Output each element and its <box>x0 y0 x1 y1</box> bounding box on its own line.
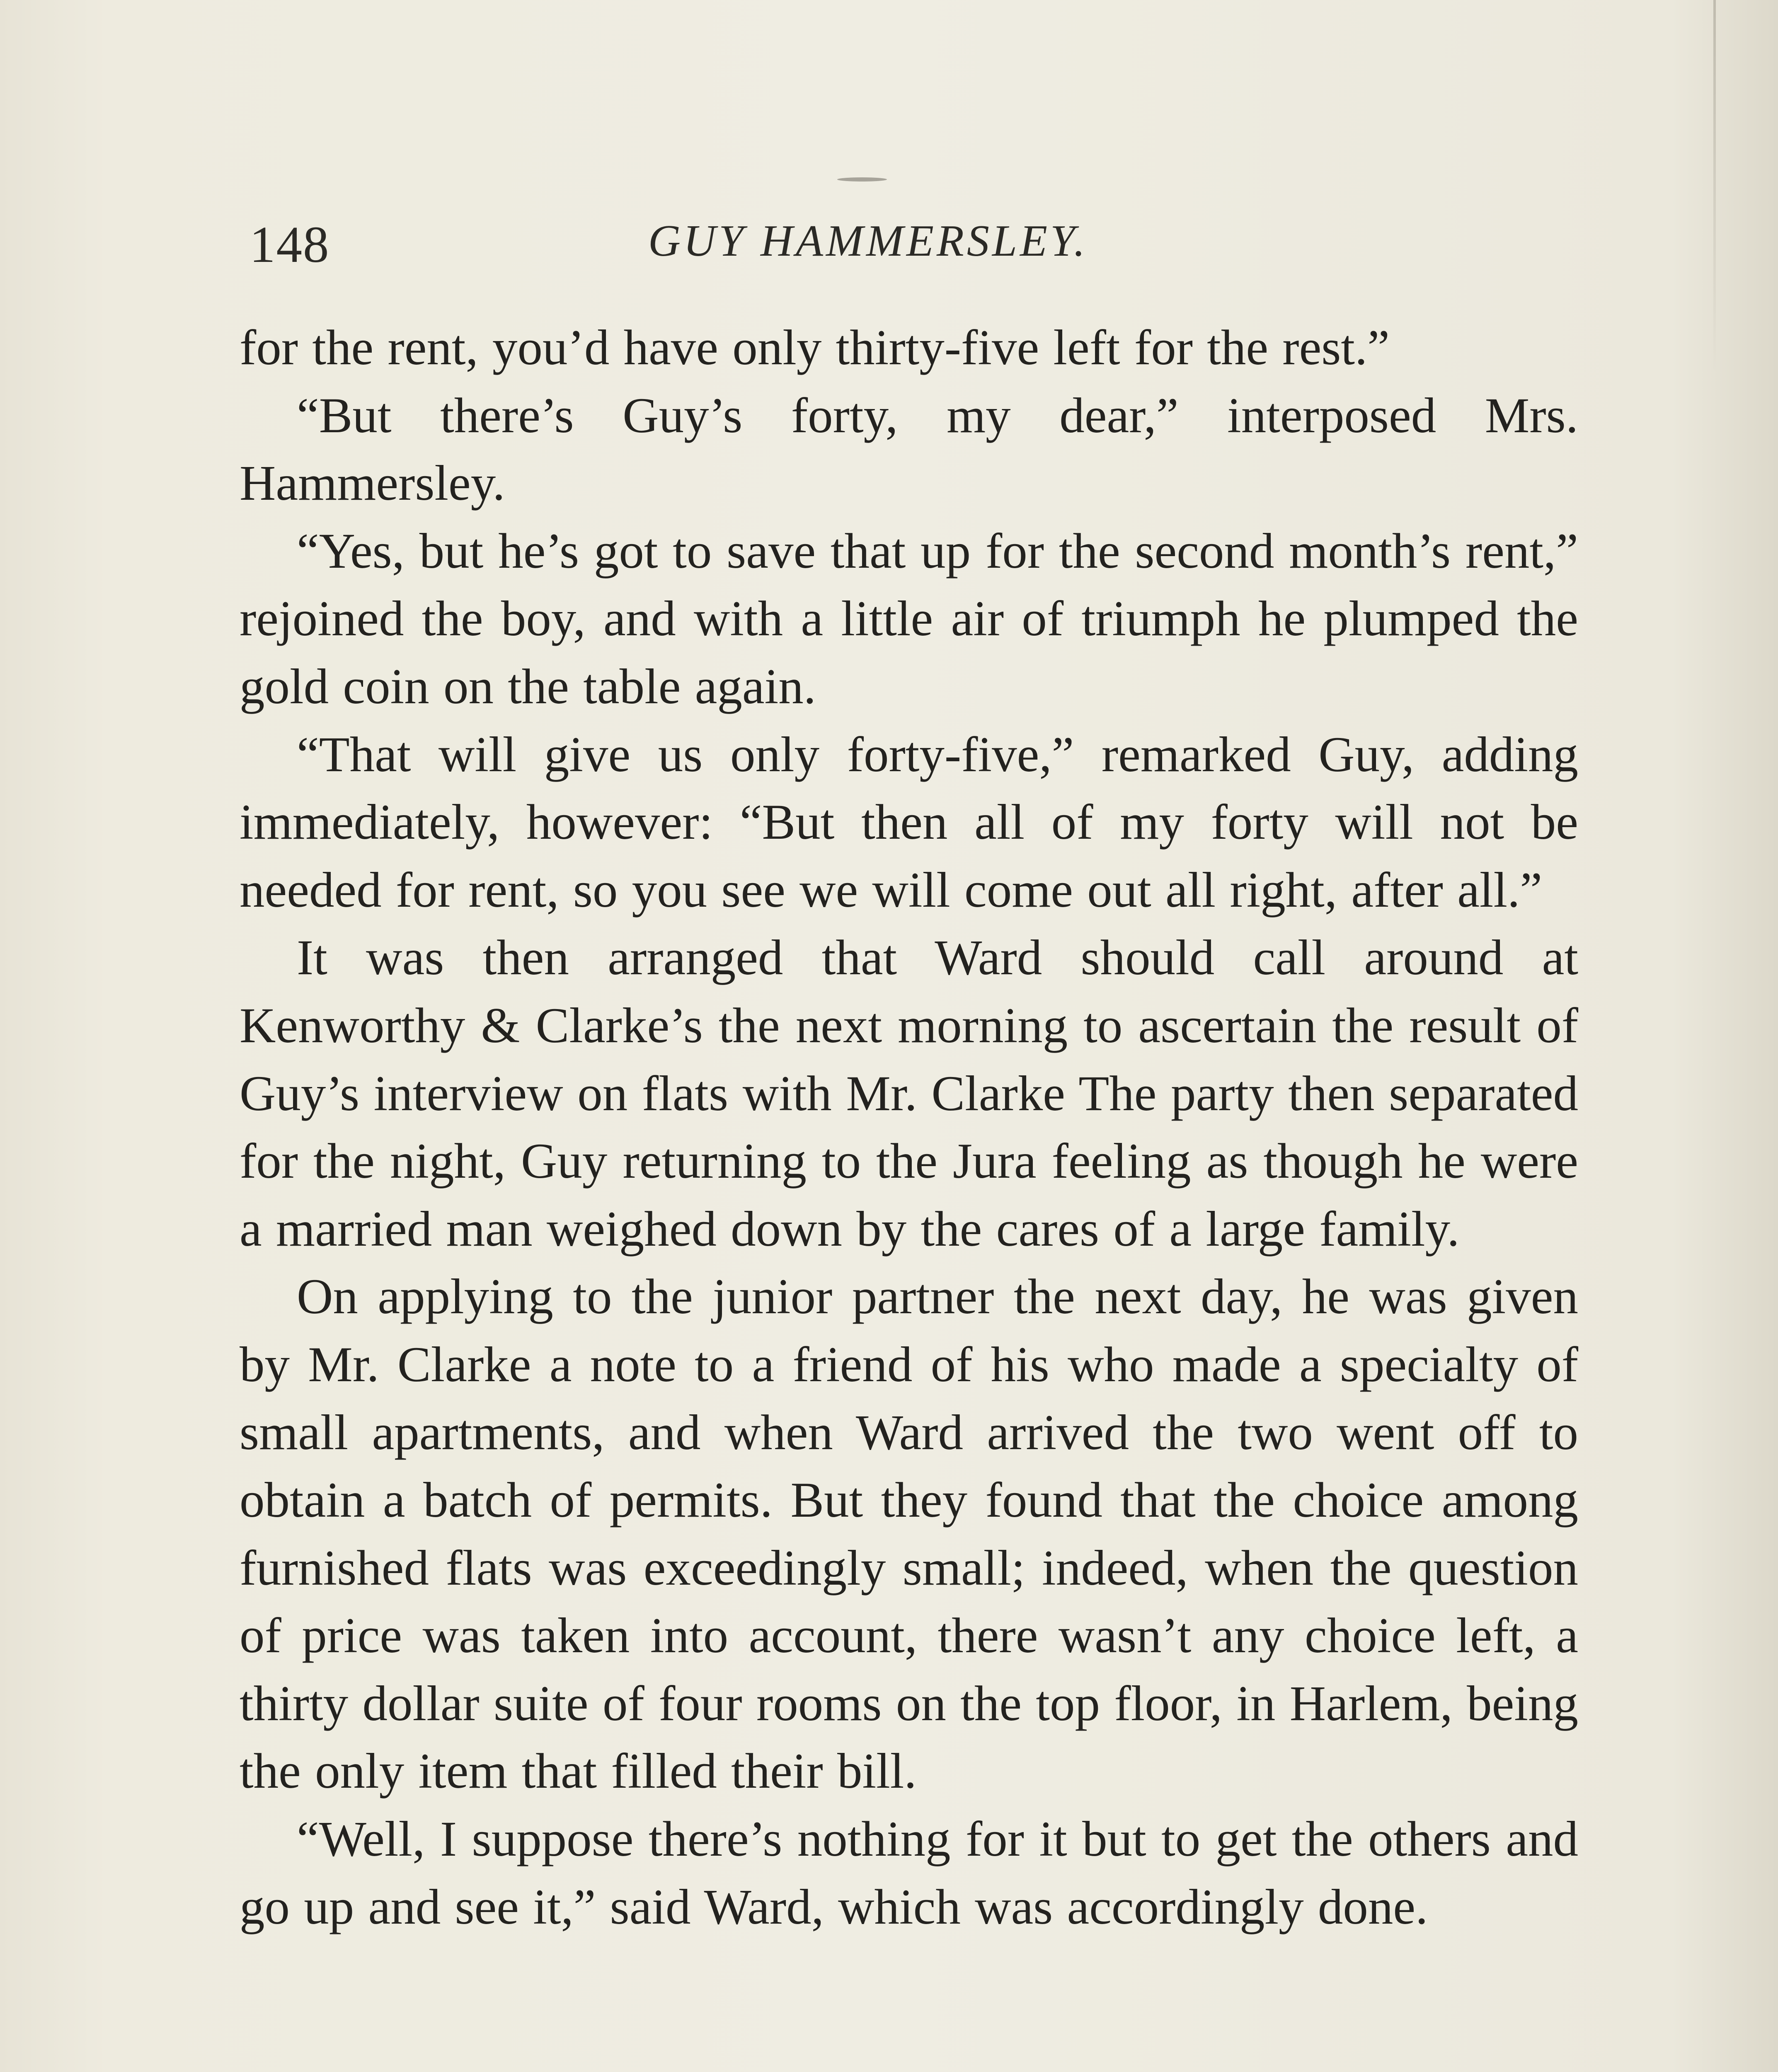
body-text <box>240 314 1578 1941</box>
running-head: GUY HAMMERSLEY. <box>648 216 1088 266</box>
paragraph-continuation: for the rent, you’d have only thirty-five left for the rest.” <box>240 320 1390 375</box>
paragraph: It was then arranged that Ward should call around at Kenworthy & Clarke’s the next morning to ascertain the result of Guy’s interview on flats with Mr. Clarke The party then separated for the night, Guy returning to the Jura feeling as though he were a married man weighed down by the cares of a large family. <box>240 930 1578 1257</box>
paragraph: On applying to the junior partner the next day, he was given by Mr. Clarke a note to a friend of his who made a specialty of small apartments, and when Ward arrived the two went off to obtain a batch of permits. But they found that the choice among furnished flats was exceedingly small; indeed, when the question of price was taken into account, there wasn’t any choice left, a thirty dollar suite of four rooms on the top floor, in Harlem, being the only item that filled their bill. <box>240 1269 1578 1799</box>
paragraph: “Well, I suppose there’s nothing for it but to get the others and go up and see it,” said Ward, which was accordingly done. <box>240 1811 1578 1935</box>
page-header <box>242 207 1581 286</box>
ink-speck <box>837 177 887 182</box>
page-number: 148 <box>250 216 330 274</box>
paragraph: “Yes, but he’s got to save that up for the second month’s rent,” rejoined the boy, and with a little air of triumph he plumped the gold coin on the table again. <box>240 523 1578 714</box>
paragraph: “That will give us only forty-five,” remarked Guy, adding immediately, however: “But then all of my forty will not be needed for rent, so you see we will come out all right, after all.” <box>240 726 1578 918</box>
page-edge-shadow <box>1713 0 1716 373</box>
paragraph: “But there’s Guy’s forty, my dear,” interposed Mrs. Hammersley. <box>240 387 1578 511</box>
